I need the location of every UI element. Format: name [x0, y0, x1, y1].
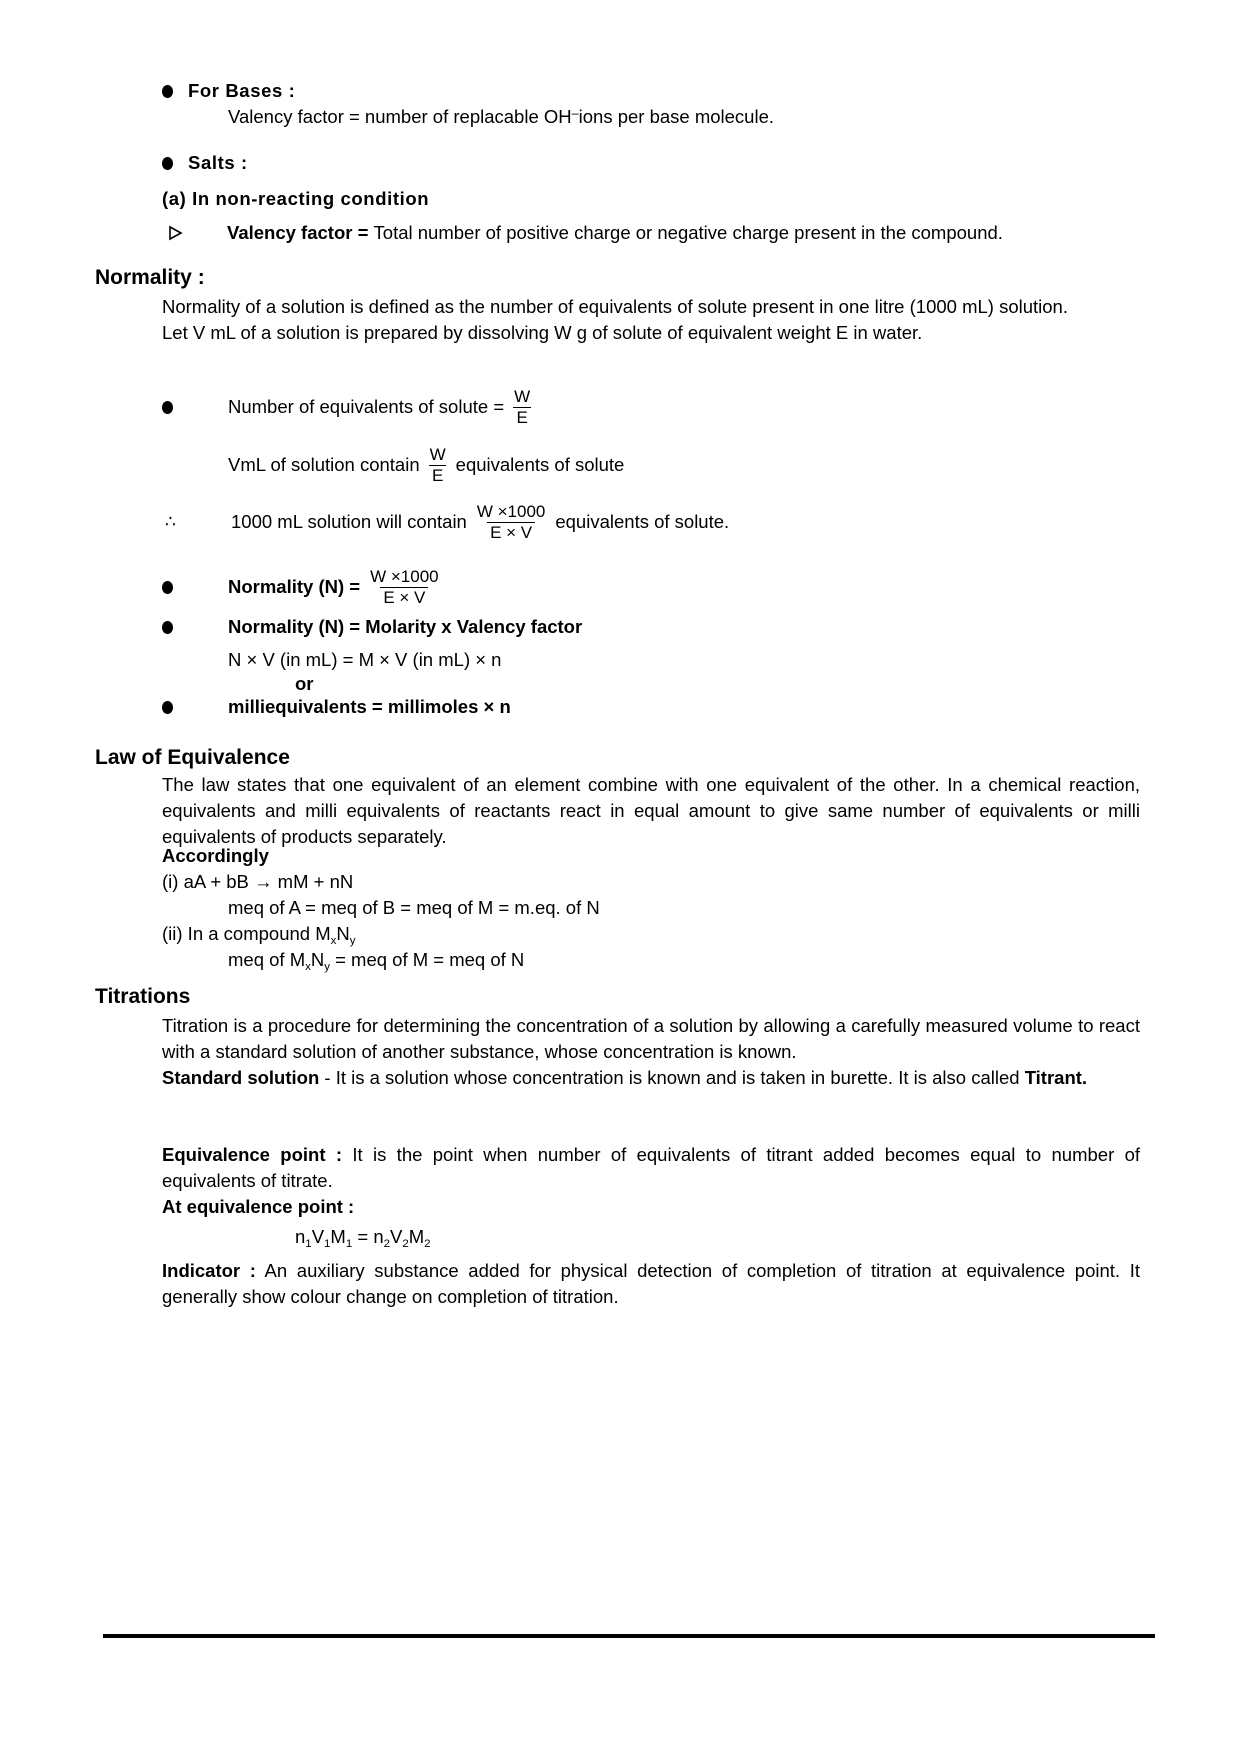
fraction-w1000-over-ev: $\frac{W \times 1000}{E \times V}$ [370, 566, 439, 607]
equation-equivalents [162, 381, 540, 433]
equation-milliequivalents-text: milliequivalents = millimoles × n [228, 696, 511, 717]
equation-normality [162, 561, 449, 613]
fraction-w-over-e: $\frac{W}{E}$ [514, 386, 531, 427]
titration-definition: Titration is a procedure for determining the concentration of a solution by allowing a carefully measured volume to react with a standard solution of another substance, whose concentration is known. [162, 1015, 1140, 1062]
normality-definition: Normality of a solution is defined as the number of equivalents of solute present in one litre (1000 mL) solution. [162, 296, 1068, 317]
equation-vml [228, 439, 624, 491]
standard-solution-text: Standard solution - It is a solution whose concentration is known and is taken in burette. It is also called Titrant. [162, 1067, 1088, 1088]
equivalence-formula: $n_1V_1M_1 = n_2V_2M_2$ [295, 1226, 431, 1250]
fraction-w-over-e: $\frac{W}{E}$ [429, 444, 446, 485]
law-item-i-equation: meq of A = meq of B = meq of M = m.eq. of N [228, 897, 600, 918]
equation-1000ml-pre: 1000 mL solution will contain [231, 511, 467, 532]
or-label: or [295, 673, 314, 694]
law-heading: Law of Equivalence [95, 746, 290, 769]
bullet-icon [162, 621, 173, 634]
normality-setup: Let V mL of a solution is prepared by dissolving W g of solute of equivalent weight E in water. [162, 322, 923, 343]
law-paragraph: The law states that one equivalent of an element combine with one equivalent of the other. In a chemical reaction, equivalents and milli equivalents of reactants react in equal amount to give same number of equivalents or milli equivalents of products separately. [162, 774, 1140, 847]
salts-condition: (a) In non-reacting condition [162, 188, 430, 209]
salts-label: Salts : [188, 152, 248, 173]
law-item-ii-equation: meq of $M_xN_y$ = meq of M = meq of N [228, 949, 525, 973]
law-items [162, 843, 600, 973]
law-item-i: (i) aA + bB → mM + nN [162, 871, 354, 892]
bullet-icon [162, 581, 173, 594]
therefore-symbol: ∴ [165, 512, 176, 531]
at-equivalence-label: At equivalence point : [162, 1196, 355, 1217]
equation-vml-pre: VmL of solution contain [228, 454, 420, 475]
arrow-bullet-icon [168, 225, 183, 241]
bases-description: Valency factor = number of replacable OH–ions per base molecule. [228, 106, 775, 127]
equation-nv: N × V (in mL) = M × V (in mL) × n [228, 649, 502, 670]
normality-paragraph [162, 294, 1140, 346]
equation-1000ml [165, 496, 729, 548]
equation-milliequivalents [162, 694, 511, 720]
indicator-paragraph: Indicator : An auxiliary substance added for physical detection of completion of titration at equivalence point. It generally show colour change on completion of titration. [162, 1260, 1140, 1307]
salts-arrow-text: Valency factor = Total number of positive charge or negative charge present in the compound. [227, 222, 1003, 243]
equation-vml-post: equivalents of solute [455, 454, 625, 475]
equation-1000ml-post: equivalents of solute. [555, 511, 730, 532]
bullet-icon [162, 701, 173, 714]
bottom-divider [103, 1634, 1155, 1638]
bullet-icon [162, 157, 173, 170]
titrations-paragraph [162, 1013, 1140, 1091]
titrations-heading: Titrations [95, 985, 191, 1008]
equation-normality-molarity-text: Normality (N) = Molarity x Valency factor [228, 616, 583, 637]
normality-heading: Normality : [95, 266, 205, 289]
fraction-w1000-over-ev: $\frac{W \times 1000}{E \times V}$ [476, 501, 546, 542]
equation-normality-label: Normality (N) = [228, 576, 361, 597]
bases-label: For Bases : [188, 80, 296, 101]
bullet-icon [162, 401, 173, 414]
law-item-ii: (ii) In a compound $M_xN_y$ [162, 923, 356, 947]
bullet-icon [162, 85, 173, 98]
equivalence-point-paragraph: Equivalence point : It is the point when number of equivalents of titrant added becomes equal to number of equivalents of titrate. [162, 1144, 1140, 1191]
salts-bullet-row [162, 150, 248, 176]
accordingly-label: Accordingly [162, 845, 269, 866]
salts-arrow-row [168, 220, 1003, 246]
bases-bullet-row [162, 78, 295, 104]
equation-equivalents-label: Number of equivalents of solute = [228, 396, 505, 417]
equation-normality-molarity [162, 614, 582, 640]
